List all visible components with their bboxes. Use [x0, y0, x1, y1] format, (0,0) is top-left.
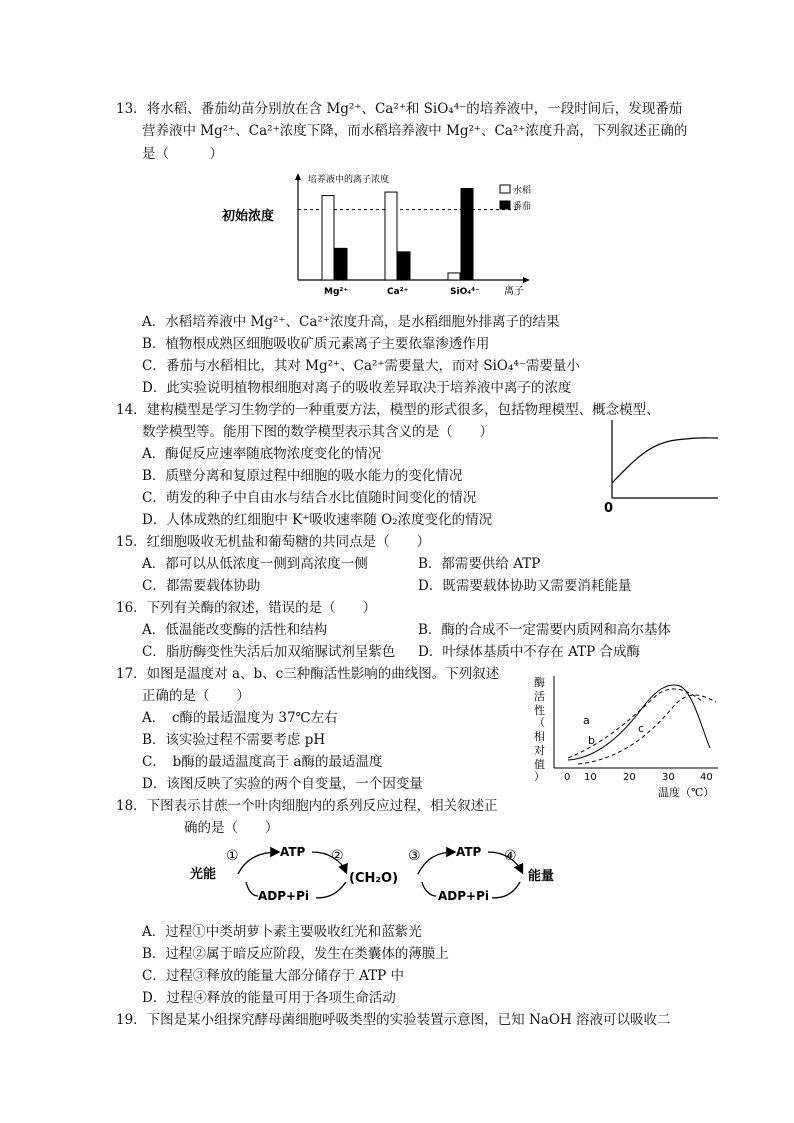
q14-stem-line2: 数学模型等。能用下图的数学模型表示其含义的是（ ）	[142, 424, 493, 440]
x-axis-arrow	[523, 277, 530, 283]
q17-ylabel-char: 相	[534, 730, 545, 743]
q14-option-c: C．萌发的种子中自由水与结合水比值随时间变化的情况	[142, 490, 477, 506]
q13-option-c: C．番茄与水稻相比，其对 Mg²⁺、Ca²⁺需要量大，而对 SiO₄⁴⁻需要量小	[142, 358, 580, 374]
q18-ch2o: (CH₂O)	[349, 871, 399, 886]
q17-ylabel-char: （	[534, 716, 545, 729]
q18-stem-line1: 18．下图表示甘蔗一个叶肉细胞内的系列反应过程，相关叙述正	[116, 798, 498, 814]
q17-tick-20: 20	[623, 772, 636, 783]
q17-ylabel-char: 值	[534, 758, 545, 771]
q17-ylabel-char: 性	[534, 704, 545, 717]
legend-swatch-rice	[500, 185, 510, 193]
q18-step-4: ④	[504, 848, 517, 864]
x-axis-label: 离子	[504, 286, 524, 297]
q17-ylabel-char: 酶	[534, 676, 545, 689]
q18-step-3: ③	[408, 848, 421, 864]
q18-reaction-diagram	[186, 838, 586, 908]
q16-option-b: B．酶的合成不一定需要内质网和高尔基体	[418, 622, 671, 638]
q19-stem-line1: 19．下图是某小组探究酵母菌细胞呼吸类型的实验装置示意图，已知 NaOH 溶液可以吸收二	[116, 1012, 671, 1028]
q17-curve-label-c: c	[638, 722, 645, 735]
bar-rice	[385, 192, 397, 280]
q17-x-axis-label: 温度（℃）	[658, 786, 715, 799]
legend-label-rice: 水稻	[513, 186, 532, 196]
category-label: Mg²⁺	[324, 287, 349, 297]
q18-stem-line2: 确的是（ ）	[184, 820, 279, 836]
q17-tick-40: 40	[700, 772, 713, 783]
q13-option-a: A．水稻培养液中 Mg²⁺、Ca²⁺浓度升高，是水稻细胞外排离子的结果	[142, 314, 560, 330]
q18-energy: 能量	[528, 869, 555, 884]
q14-option-d: D．人体成熟的红细胞中 K⁺吸收速率随 O₂浓度变化的情况	[142, 512, 493, 528]
q16-option-c: C．脂肪酶变性失活后加双缩脲试剂呈紫色	[142, 644, 396, 660]
q17-tick-0: 0	[564, 772, 571, 783]
legend-swatch-tomato	[500, 201, 510, 209]
category-label: SiO₄⁴⁻	[450, 287, 480, 297]
q13-option-b: B．植物根成熟区细胞吸收矿质元素离子主要依靠渗透作用	[142, 336, 490, 352]
bar-tomato	[335, 248, 347, 280]
q13-option-d: D．此实验说明植物根细胞对离子的吸收差异取决于培养液中离子的浓度	[142, 380, 572, 396]
q15-stem: 15．红细胞吸收无机盐和葡萄糖的共同点是（ ）	[116, 534, 431, 550]
q17-curve-label-b: b	[588, 734, 595, 747]
q16-option-d: D．叶绿体基质中不存在 ATP 合成酶	[418, 644, 641, 660]
q15-option-c: C．都需要载体协助	[142, 578, 261, 594]
q18-atp-1: ATP	[280, 845, 306, 859]
q14-stem-line1: 14．建构模型是学习生物学的一种重要方法，模型的形式很多，包括物理模型、概念模型、	[116, 402, 660, 418]
q18-atp-2: ATP	[456, 845, 482, 859]
q14-option-b: B．质壁分离和复原过程中细胞的吸水能力的变化情况	[142, 468, 463, 484]
q15-option-a: A．都可以从低浓度一侧到高浓度一侧	[142, 556, 368, 572]
q18-step-2: ②	[331, 848, 344, 864]
q18-step-1: ①	[226, 848, 239, 864]
q18-light-energy: 光能	[190, 867, 217, 882]
q17-ylabel-char: 活	[534, 690, 545, 703]
bar-tomato	[398, 252, 410, 280]
q14-origin-label: 0	[604, 501, 614, 516]
bar-tomato	[461, 189, 473, 280]
q18-adp-1: ADP+Pi	[258, 889, 310, 903]
bar-rice	[448, 273, 460, 280]
q17-tick-30: 30	[662, 772, 675, 783]
q13-stem-line2: 营养液中 Mg²⁺、Ca²⁺浓度下降，而水稻培养液中 Mg²⁺、Ca²⁺浓度升高，下列叙述正确的	[142, 123, 688, 139]
q18-option-a: A．过程①中类胡萝卜素主要吸收红光和蓝紫光	[142, 924, 422, 940]
category-label: Ca²⁺	[387, 287, 409, 297]
q15-option-d: D．既需要载体协助又需要消耗能量	[418, 578, 632, 594]
reference-label: 初始浓度	[222, 209, 275, 224]
q18-option-c: C．过程③释放的能量大部分储存于 ATP 中	[142, 968, 405, 984]
q15-option-b: B．都需要供给 ATP	[418, 556, 541, 572]
q14-saturation-curve-graph	[596, 418, 726, 518]
q16-option-a: A．低温能改变酶的活性和结构	[142, 622, 328, 638]
q18-arrow-to-atp-2	[418, 852, 454, 874]
q17-stem-line2: 正确的是（ ）	[142, 688, 250, 704]
q17-option-c: C． b酶的最适温度高于 a酶的最适温度	[142, 754, 383, 770]
q17-tick-10: 10	[584, 772, 597, 783]
y-axis-arrow	[295, 173, 301, 180]
q14-option-a: A．酶促反应速率随底物浓度变化的情况	[142, 446, 382, 462]
q17-ylabel-char: 对	[534, 744, 545, 757]
q17-curve-label-a: a	[583, 714, 590, 727]
q18-arrow-to-atp-1	[238, 852, 278, 874]
q16-stem: 16．下列有关酶的叙述，错误的是（ ）	[116, 600, 377, 616]
q17-option-b: B．该实验过程不需要考虑 pH	[142, 732, 326, 748]
bar-rice	[322, 196, 334, 280]
q14-curve	[612, 438, 718, 483]
q18-option-d: D．过程④释放的能量可用于各项生命活动	[142, 990, 396, 1006]
q13-ion-bar-chart	[220, 170, 540, 300]
q18-adp-2: ADP+Pi	[438, 889, 490, 903]
q17-enzyme-temperature-graph	[528, 672, 738, 802]
q17-ylabel-char: ）	[534, 770, 545, 783]
q17-option-d: D．该图反映了实验的两个自变量，一个因变量	[142, 776, 423, 792]
q17-y-label	[534, 675, 545, 783]
legend-label-tomato: 番茄	[513, 202, 532, 212]
q18-option-b: B．过程②属于暗反应阶段，发生在类囊体的薄膜上	[142, 946, 449, 962]
q13-stem-line1: 13．将水稻、番茄幼苗分别放在含 Mg²⁺、Ca²⁺和 SiO₄⁴⁻的培养液中，一段时间后，发现番茄	[116, 101, 683, 117]
q17-option-a: A． c酶的最适温度为 37℃左右	[142, 710, 338, 726]
q13-stem-line3: 是（ ）	[142, 146, 223, 162]
chart-title: 培养液中的离子浓度	[308, 175, 390, 185]
q17-curve-c	[578, 695, 716, 764]
q17-stem-line1: 17．如图是温度对 a、b、c三种酶活性影响的曲线图。下列叙述	[116, 666, 500, 682]
